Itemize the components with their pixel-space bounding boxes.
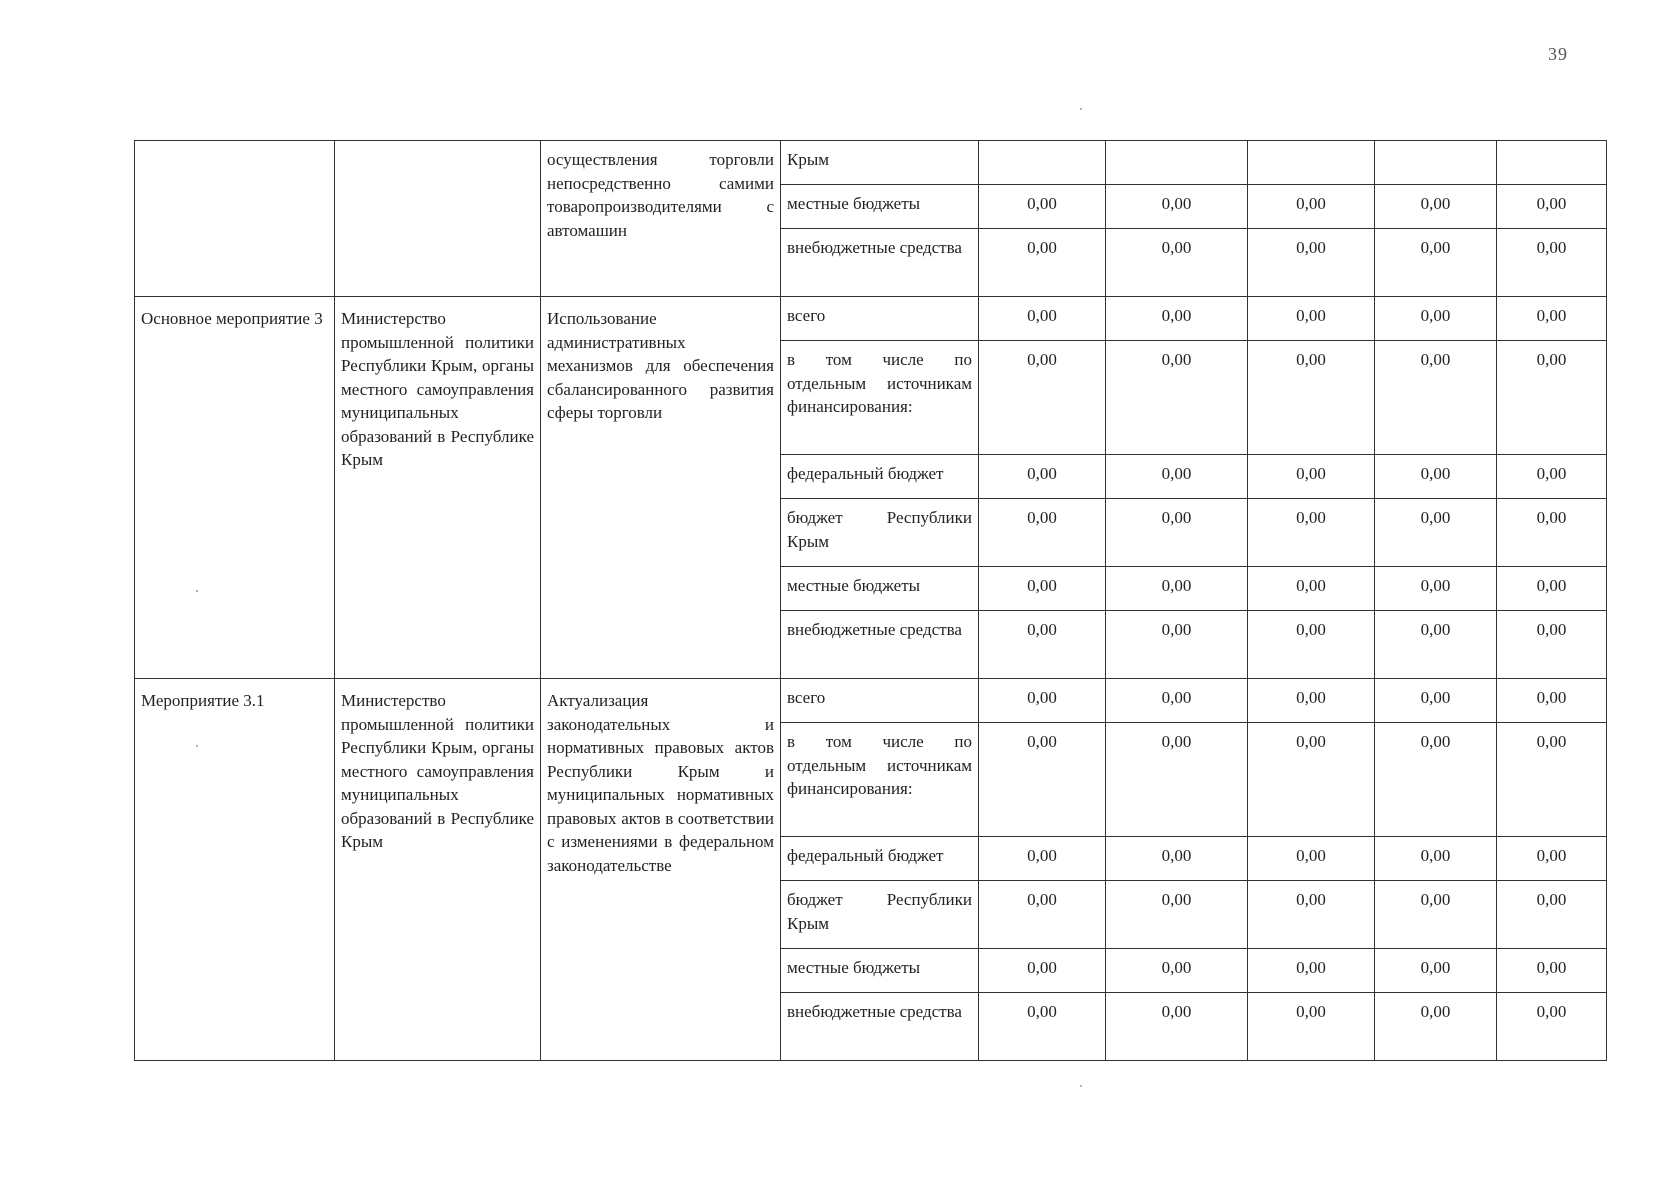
- value-cell: 0,00: [1106, 837, 1248, 881]
- value-cell: 0,00: [1248, 837, 1375, 881]
- value-cell: 0,00: [1248, 455, 1375, 499]
- value-cell: 0,00: [1106, 297, 1248, 341]
- source-cell: местные бюджеты: [781, 949, 979, 993]
- value-cell: 0,00: [979, 881, 1106, 949]
- value-cell: 0,00: [1497, 297, 1607, 341]
- value-cell: 0,00: [1248, 723, 1375, 837]
- value-cell: 0,00: [1497, 567, 1607, 611]
- executor-cell: Министерство промышленной политики Республики Крым, органы местного самоуправления муниципальных образований в Республике Крым: [335, 679, 541, 1061]
- value-cell: 0,00: [1106, 455, 1248, 499]
- value-cell: 0,00: [1375, 229, 1497, 297]
- value-cell: 0,00: [1375, 297, 1497, 341]
- value-cell: 0,00: [1248, 949, 1375, 993]
- description-cell: Использование административных механизмов для обеспечения сбалансированного развития сферы торговли: [541, 297, 781, 679]
- scan-speck: [196, 745, 198, 747]
- value-cell: [1248, 141, 1375, 185]
- source-cell: внебюджетные средства: [781, 993, 979, 1061]
- event-cell: [135, 141, 335, 297]
- value-cell: 0,00: [1375, 341, 1497, 455]
- value-cell: 0,00: [979, 229, 1106, 297]
- value-cell: 0,00: [1375, 881, 1497, 949]
- executor-cell: [335, 141, 541, 297]
- value-cell: 0,00: [979, 499, 1106, 567]
- value-cell: 0,00: [1106, 723, 1248, 837]
- value-cell: 0,00: [1248, 229, 1375, 297]
- value-cell: [1497, 141, 1607, 185]
- value-cell: 0,00: [979, 993, 1106, 1061]
- table-row: [135, 679, 1607, 723]
- value-cell: 0,00: [1497, 185, 1607, 229]
- value-cell: 0,00: [1375, 455, 1497, 499]
- value-cell: 0,00: [979, 341, 1106, 455]
- value-cell: 0,00: [1248, 679, 1375, 723]
- value-cell: 0,00: [1375, 567, 1497, 611]
- table-row: [135, 141, 1607, 185]
- value-cell: 0,00: [1106, 341, 1248, 455]
- value-cell: 0,00: [1106, 611, 1248, 679]
- value-cell: 0,00: [1106, 993, 1248, 1061]
- value-cell: 0,00: [1497, 455, 1607, 499]
- value-cell: 0,00: [1375, 949, 1497, 993]
- source-cell: бюджет Республики Крым: [781, 499, 979, 567]
- table-row: [135, 297, 1607, 341]
- value-cell: 0,00: [1497, 949, 1607, 993]
- value-cell: 0,00: [979, 185, 1106, 229]
- value-cell: 0,00: [1106, 499, 1248, 567]
- source-cell: бюджет Республики Крым: [781, 881, 979, 949]
- value-cell: 0,00: [979, 723, 1106, 837]
- value-cell: [979, 141, 1106, 185]
- value-cell: 0,00: [1497, 499, 1607, 567]
- value-cell: 0,00: [979, 949, 1106, 993]
- description-cell: Актуализация законодательных и нормативных правовых актов Республики Крым и муниципальных нормативных правовых актов в соответствии с изменениями в федеральном законодательстве: [541, 679, 781, 1061]
- executor-cell: Министерство промышленной политики Республики Крым, органы местного самоуправления муниципальных образований в Республике Крым: [335, 297, 541, 679]
- value-cell: [1106, 141, 1248, 185]
- source-cell: всего: [781, 679, 979, 723]
- value-cell: 0,00: [1497, 993, 1607, 1061]
- value-cell: 0,00: [1248, 881, 1375, 949]
- source-cell: местные бюджеты: [781, 185, 979, 229]
- source-cell: местные бюджеты: [781, 567, 979, 611]
- source-cell: в том числе по отдельным источникам финансирования:: [781, 723, 979, 837]
- value-cell: 0,00: [1106, 881, 1248, 949]
- event-cell: Мероприятие 3.1: [135, 679, 335, 1061]
- value-cell: 0,00: [1248, 297, 1375, 341]
- source-cell: в том числе по отдельным источникам финансирования:: [781, 341, 979, 455]
- value-cell: 0,00: [979, 837, 1106, 881]
- source-cell: Крым: [781, 141, 979, 185]
- value-cell: 0,00: [1106, 567, 1248, 611]
- value-cell: 0,00: [1375, 499, 1497, 567]
- value-cell: 0,00: [1375, 837, 1497, 881]
- source-cell: федеральный бюджет: [781, 837, 979, 881]
- source-cell: федеральный бюджет: [781, 455, 979, 499]
- value-cell: 0,00: [1106, 949, 1248, 993]
- source-cell: внебюджетные средства: [781, 611, 979, 679]
- event-cell: Основное мероприятие 3: [135, 297, 335, 679]
- page-number: 39: [1548, 44, 1568, 64]
- value-cell: 0,00: [1497, 881, 1607, 949]
- value-cell: 0,00: [979, 611, 1106, 679]
- value-cell: 0,00: [1375, 185, 1497, 229]
- source-cell: всего: [781, 297, 979, 341]
- scan-speck: [1080, 1085, 1082, 1087]
- value-cell: 0,00: [1497, 723, 1607, 837]
- value-cell: 0,00: [1497, 341, 1607, 455]
- scan-speck: [196, 590, 198, 592]
- value-cell: 0,00: [1106, 185, 1248, 229]
- value-cell: 0,00: [1248, 611, 1375, 679]
- value-cell: 0,00: [979, 297, 1106, 341]
- value-cell: 0,00: [1497, 229, 1607, 297]
- value-cell: 0,00: [1248, 341, 1375, 455]
- value-cell: 0,00: [1248, 993, 1375, 1061]
- value-cell: 0,00: [979, 679, 1106, 723]
- value-cell: 0,00: [979, 567, 1106, 611]
- value-cell: [1375, 141, 1497, 185]
- value-cell: 0,00: [1375, 679, 1497, 723]
- value-cell: 0,00: [1248, 567, 1375, 611]
- value-cell: 0,00: [1248, 499, 1375, 567]
- value-cell: 0,00: [1375, 723, 1497, 837]
- value-cell: 0,00: [1497, 837, 1607, 881]
- funding-table: [134, 140, 1607, 1061]
- value-cell: 0,00: [979, 455, 1106, 499]
- value-cell: 0,00: [1106, 229, 1248, 297]
- source-cell: внебюджетные средства: [781, 229, 979, 297]
- value-cell: 0,00: [1106, 679, 1248, 723]
- scan-speck: [1080, 108, 1082, 110]
- description-cell: осуществления торговли непосредственно самими товаропроизводителями с автомашин: [541, 141, 781, 297]
- value-cell: 0,00: [1375, 993, 1497, 1061]
- value-cell: 0,00: [1248, 185, 1375, 229]
- value-cell: 0,00: [1375, 611, 1497, 679]
- value-cell: 0,00: [1497, 679, 1607, 723]
- value-cell: 0,00: [1497, 611, 1607, 679]
